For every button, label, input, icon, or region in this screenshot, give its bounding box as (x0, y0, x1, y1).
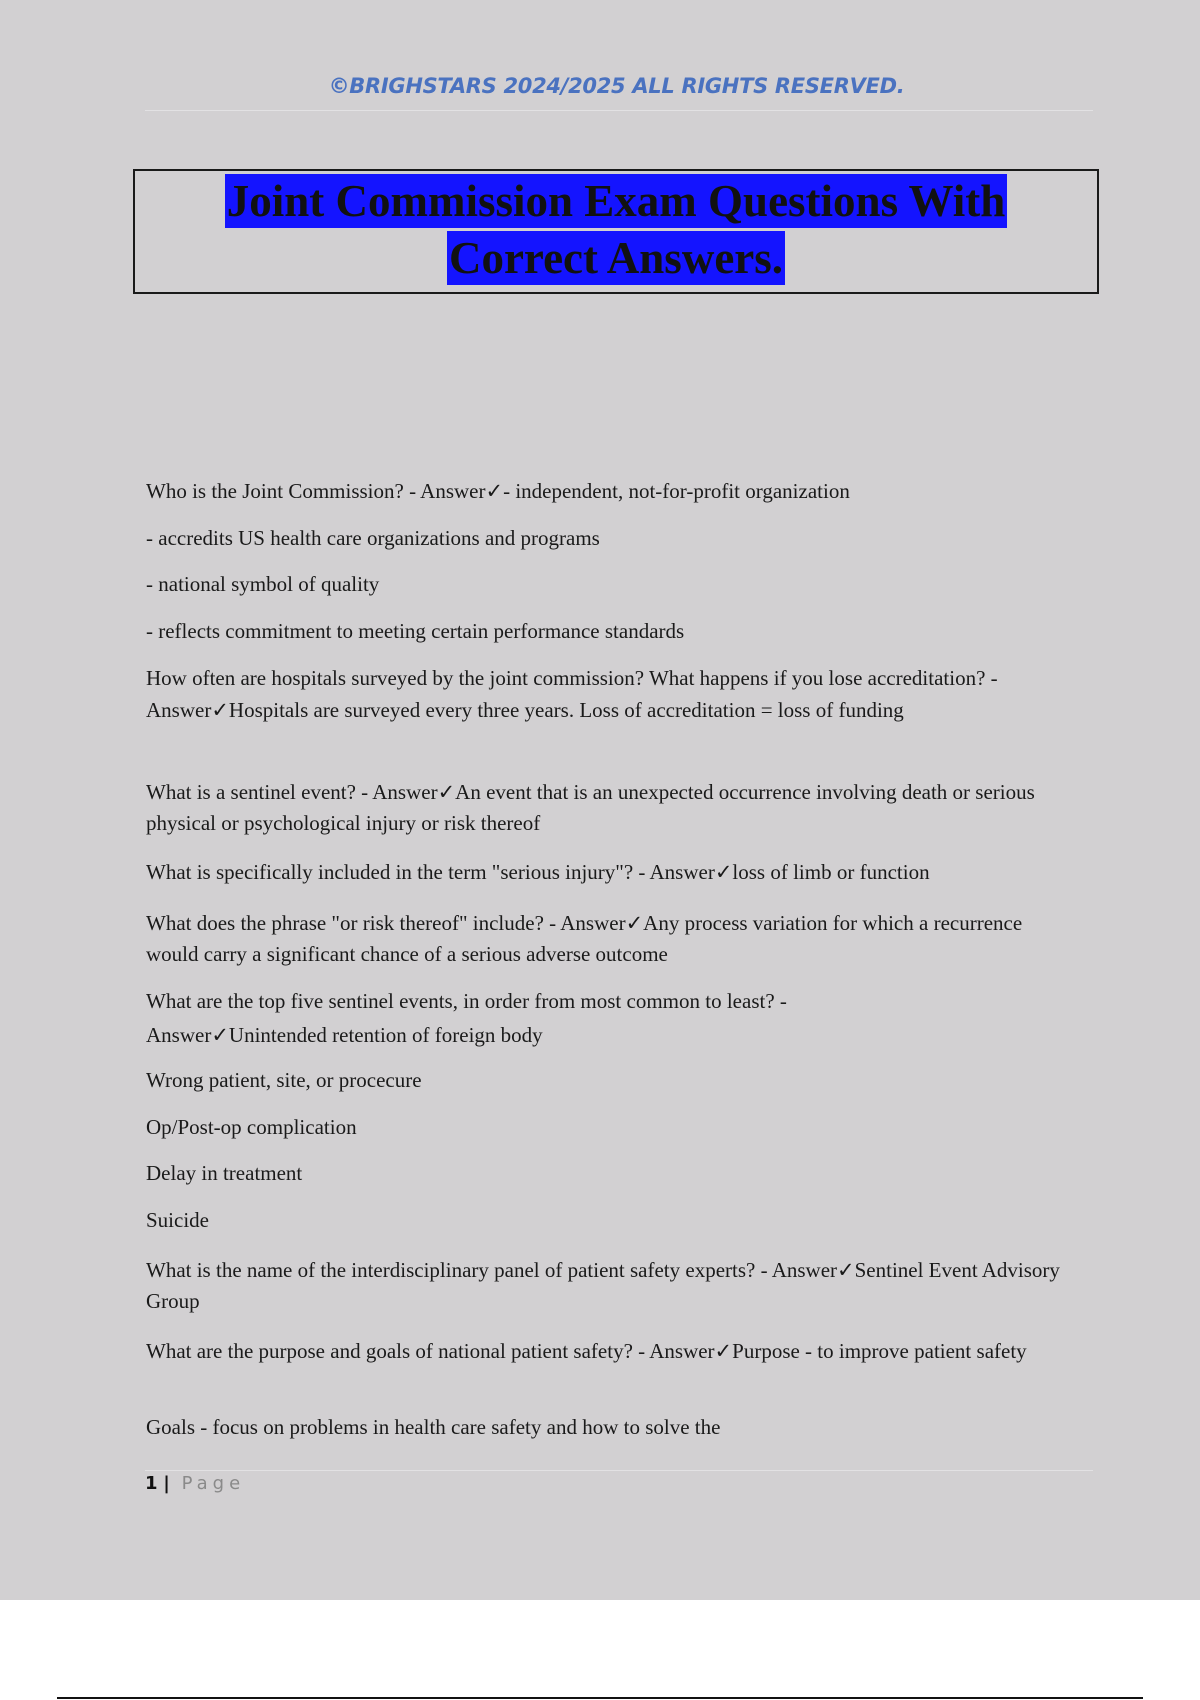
paragraph: Wrong patient, site, or procecure (146, 1068, 422, 1092)
page-footer (145, 1473, 245, 1494)
bottom-divider (57, 1697, 1143, 1699)
paragraph: What does the phrase "or risk thereof" include? - Answer✓Any process variation for which a recurrence would carry a significant chance of a serious adverse outcome (146, 911, 1023, 966)
paragraph: - accredits US health care organizations and programs (146, 526, 600, 550)
paragraph: What is a sentinel event? - Answer✓An event that is an unexpected occurrence involving death or serious physical or psychological injury or risk thereof (146, 780, 1035, 835)
paragraph: Who is the Joint Commission? - Answer✓- independent, not-for-profit organization (146, 479, 850, 503)
paragraph: What is specifically included in the term "serious injury"? - Answer✓loss of limb or function (146, 860, 930, 884)
paragraph: - national symbol of quality (146, 572, 380, 596)
copyright-header: ©BRIGHSTARS 2024/2025 ALL RIGHTS RESERVED. (328, 74, 905, 98)
paragraph: Goals - focus on problems in health care safety and how to solve the (146, 1415, 721, 1439)
paragraph: What are the purpose and goals of national patient safety? - Answer✓Purpose - to improve patient safety (146, 1339, 1027, 1363)
page-number: 1 (145, 1473, 158, 1494)
document-title-line-2: Correct Answers. (448, 233, 784, 283)
paragraph: - reflects commitment to meeting certain performance standards (146, 619, 685, 643)
paragraph: What is the name of the interdisciplinary panel of patient safety experts? - Answer✓Sentinel Event Advisory Group (146, 1258, 1060, 1313)
footer-separator: | (163, 1473, 170, 1494)
header-rule (145, 110, 1093, 111)
document-title-line-1: Joint Commission Exam Questions With (226, 176, 1006, 226)
paragraph: Suicide (146, 1208, 209, 1232)
paragraph: How often are hospitals surveyed by the joint commission? What happens if you lose accreditation? - Answer✓Hospitals are surveyed every three years. Loss of accreditation = loss of funding (146, 666, 998, 722)
paragraph: Op/Post-op complication (146, 1115, 357, 1139)
page-label: Page (181, 1473, 246, 1494)
footer-rule (145, 1470, 1093, 1471)
paragraph: What are the top five sentinel events, in order from most common to least? - Answer✓Unintended retention of foreign body (146, 989, 787, 1047)
paragraph: Delay in treatment (146, 1161, 303, 1185)
title-box (133, 169, 1099, 294)
